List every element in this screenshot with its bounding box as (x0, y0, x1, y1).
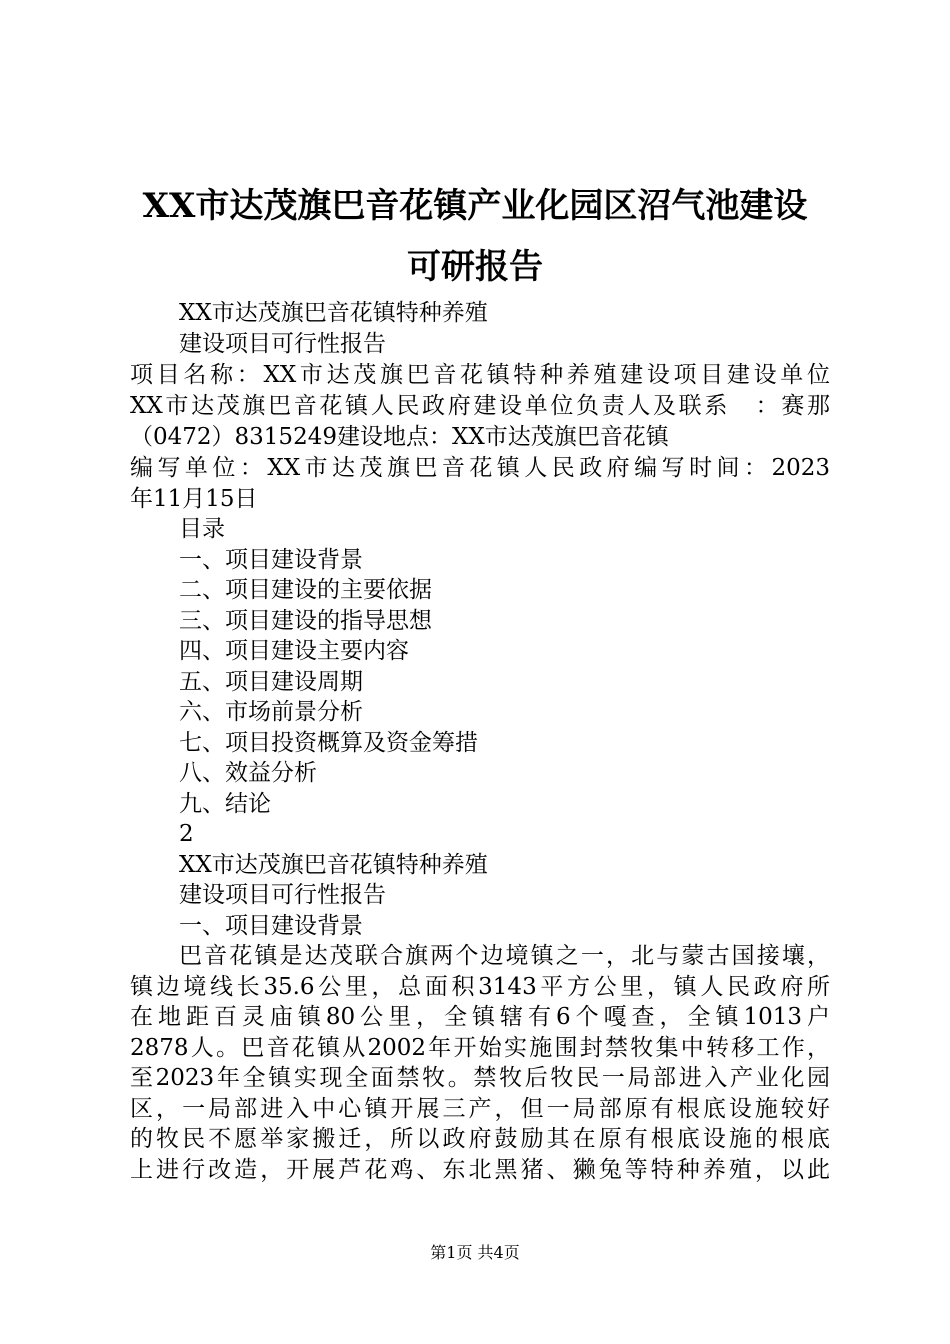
section-subtitle-2: 建设项目可行性报告 (179, 882, 386, 908)
toc-item: 七、项目投资概算及资金筹措 (179, 730, 478, 756)
toc-item: 八、效益分析 (179, 760, 317, 786)
toc-item: 四、项目建设主要内容 (179, 638, 409, 664)
project-info-line-4: 编写单位：XX市达茂旗巴音花镇人民政府编写时间：2023 (130, 455, 830, 481)
project-info-line-5: 年11月15日 (130, 486, 258, 512)
section-subtitle-1: XX市达茂旗巴音花镇特种养殖 (179, 852, 488, 878)
toc-item: 九、结论 (179, 791, 271, 817)
paragraph-line: 区，一局部进入中心镇开展三产，但一局部原有根底设施较好 (130, 1096, 830, 1122)
paragraph-line: 上进行改造，开展芦花鸡、东北黑猪、獭兔等特种养殖，以此 (130, 1157, 830, 1183)
project-info-line-1: 项目名称：XX市达茂旗巴音花镇特种养殖建设项目建设单位 (130, 362, 830, 388)
project-info-line-2: XX市达茂旗巴音花镇人民政府建设单位负责人及联系 ：赛那 (130, 393, 830, 419)
toc-item: 三、项目建设的指导思想 (179, 608, 432, 634)
paragraph-line: 至2023年全镇实现全面禁牧。禁牧后牧民一局部进入产业化园 (130, 1065, 830, 1091)
cover-subtitle-2: 建设项目可行性报告 (179, 331, 386, 357)
paragraph-line: 2878人。巴音花镇从2002年开始实施围封禁牧集中转移工作， (130, 1035, 830, 1061)
project-info-line-3: （0472）8315249建设地点：XX市达茂旗巴音花镇 (130, 424, 669, 450)
document-title-line1: XX市达茂旗巴音花镇产业化园区沼气池建设 (142, 186, 808, 226)
page-footer: 第1页 共4页 (430, 1243, 520, 1262)
toc-item: 六、市场前景分析 (179, 699, 363, 725)
toc-item: 二、项目建设的主要依据 (179, 577, 432, 603)
toc-item: 五、项目建设周期 (179, 669, 363, 695)
paragraph-line: 镇边境线长35.6公里，总面积3143平方公里，镇人民政府所 (130, 974, 830, 1000)
toc-heading: 目录 (179, 516, 225, 542)
section-heading: 一、项目建设背景 (179, 913, 363, 939)
paragraph-line: 在地距百灵庙镇80公里，全镇辖有6个嘎查，全镇1013户 (130, 1004, 830, 1030)
toc-item: 一、项目建设背景 (179, 547, 363, 573)
cover-subtitle-1: XX市达茂旗巴音花镇特种养殖 (179, 300, 488, 326)
paragraph-line: 的牧民不愿举家搬迁，所以政府鼓励其在原有根底设施的根底 (130, 1126, 830, 1152)
document-title-line2: 可研报告 (407, 247, 543, 287)
paragraph-line: 巴音花镇是达茂联合旗两个边境镇之一，北与蒙古国接壤， (179, 943, 830, 969)
page-marker: 2 (179, 821, 194, 847)
